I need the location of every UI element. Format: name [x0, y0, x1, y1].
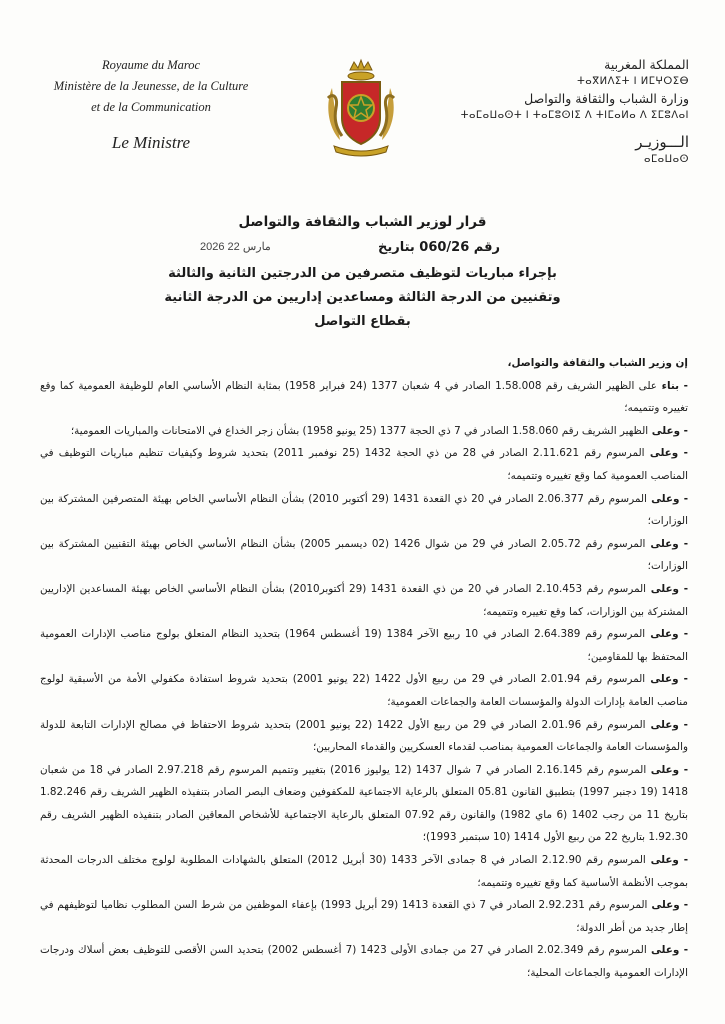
decision-body	[40, 352, 688, 985]
coat-of-arms-emblem	[320, 58, 402, 158]
paragraph-text: المرسوم رقم 2.10.453 الصادر في 20 من ذي القعدة 1431 (29 أكتوبر2010) بشأن النظام الأساسي الخاص بهيئة المساعدين الإداريين المشتركة بين الوزارات، كما وقع تغييره وتتميمه؛	[40, 582, 688, 618]
header-fr-kingdom: Royaume du Maroc	[101, 58, 201, 72]
paragraph-lead: - وعلى	[647, 899, 689, 912]
legal-reference-paragraph	[40, 894, 688, 939]
header-ar-ministry: وزارة الشباب والثقافة والتواصل	[524, 91, 689, 106]
decision-reference	[200, 234, 500, 262]
paragraph-text: على الظهير الشريف رقم 1.58.008 الصادر في 4 شعبان 1377 (24 فبراير 1958) بمثابة النظام الأساسي العام للوظيفة العمومية كما وقع تغييره وتتميمه؛	[40, 379, 688, 415]
header-fr-ministry-cont: et de la Communication	[91, 100, 211, 114]
legal-reference-paragraph	[40, 759, 688, 849]
header-tifinagh-ministry: ⵜⴰⵎⴰⵡⴰⵙⵜ ⵏ ⵜⴰⵎⵓⵙⵏⵉ ⴷ ⵜⵏⵎⴰⵍⴰ ⴷ ⵉⵎⵓⴷⴰⵏ	[460, 110, 689, 121]
legal-reference-paragraph	[40, 420, 688, 443]
paragraph-text: المرسوم رقم 2.16.145 الصادر في 7 شوال 1437 (12 يوليوز 2016) بتغيير وتتميم المرسوم رقم 2.97.218 الصادر في 18 من شعبان 1418 (19 دجنبر 1997) بتطبيق القانون 05.81 المتعلق بالرعاية الاجتماعية للمكفوفين وضعاف البصر الصادر بتنفيذه الظهير الشريف رقم 1.82.246 بتاريخ 11 من رجب 1402 (6 ماي 1982) والقانون رقم 07.92 المتعلق بالرعاية الاجتماعية للأشخاص المعاقين الصادر بتنفيذه الظهير الشريف رقم 1.92.30 بتاريخ 22 من ربيع الأول 1414 (10 سبتمبر 1993)؛	[40, 763, 688, 844]
header-fr-minister: Le Ministre	[111, 133, 191, 152]
legal-reference-paragraph	[40, 623, 688, 668]
paragraph-lead: - وعلى	[646, 763, 689, 776]
paragraph-lead: - وعلى	[645, 537, 689, 550]
paragraph-lead: - وعلى	[646, 582, 689, 595]
legal-reference-paragraph	[40, 849, 688, 894]
legal-references-list	[40, 375, 688, 985]
decision-title: قرار لوزير الشباب والثقافة والتواصل	[238, 214, 487, 230]
legal-reference-paragraph	[40, 488, 688, 533]
paragraph-text: المرسوم رقم 2.02.349 الصادر في 27 من جمادى الأولى 1423 (7 أغسطس 2002) بتحديد السن الأقصى للتوظيف بعض أسلاك ودرجات الإدارات العمومية والجماعات المحلية؛	[40, 944, 688, 980]
paragraph-text: المرسوم رقم 2.11.621 الصادر في 28 من ذي الحجة 1432 (25 نوفمبر 2011) بتحديد شروط وكيفيات تنظيم مباريات التوظيف في المناصب العمومية كما وقع تغييره وتتميمه؛	[40, 447, 688, 482]
legal-reference-paragraph	[40, 714, 688, 759]
paragraph-lead: - وعلى	[645, 718, 688, 731]
paragraph-text: المرسوم رقم 2.64.389 الصادر في 10 ربيع الآخر 1384 (19 أغسطس 1964) بتحديد النظام المتعلق بولوج مناصب الإدارات العمومية المحتفظ بها للمقاومين؛	[40, 628, 688, 663]
paragraph-text: المرسوم رقم 2.05.72 الصادر في 29 من شوال 1426 (02 ديسمبر 2005) بشأن النظام الأساسي الخاص بهيئة التقنيين المشتركة بين الوزارات؛	[40, 537, 688, 573]
paragraph-lead: - وعلى	[646, 944, 689, 957]
paragraph-text: الظهير الشريف رقم 1.58.060 الصادر في 7 ذي الحجة 1377 (25 يونيو 1958) بشأن زجر الخداع في الامتحانات والمباريات العمومية؛	[70, 424, 649, 437]
header-ar-minister: الـــوزيـر	[635, 133, 689, 151]
legal-reference-paragraph	[40, 939, 688, 984]
header-tifinagh-kingdom: ⵜⴰⴳⵍⴷⵉⵜ ⵏ ⵍⵎⵖⵔⵉⴱ	[577, 76, 689, 87]
paragraph-lead: - وعلى	[648, 424, 688, 437]
legal-reference-paragraph	[40, 578, 688, 623]
legal-reference-paragraph	[40, 668, 688, 713]
paragraph-text: المرسوم رقم 2.92.231 الصادر في 7 ذي القعدة 1413 (29 أبريل 1993) بإعفاء الموظفين من شرط السن المطلوب نظاميا لتوظيفهم في إطار جديد من أطر الدولة؛	[40, 899, 688, 934]
paragraph-lead: - وعلى	[645, 854, 689, 867]
legal-reference-paragraph	[40, 375, 688, 420]
legal-reference-paragraph	[40, 533, 688, 578]
header-ar-kingdom: المملكة المغربية	[604, 57, 689, 72]
paragraph-lead: - وعلى	[645, 673, 688, 686]
header-arabic	[439, 56, 689, 168]
subject-line: بقطاع التواصل	[314, 314, 411, 329]
decision-subject	[120, 262, 605, 334]
subject-line: بإجراء مباريات لتوظيف متصرفين من الدرجتين الثانية والثالثة	[168, 266, 557, 281]
paragraph-lead: - وعلى	[645, 628, 689, 641]
reference-label: رقم 060/26 بتاريخ	[377, 240, 500, 255]
paragraph-lead: - وعلى	[644, 447, 688, 460]
header-tifinagh-minister: ⴰⵎⴰⵡⴰⵙ	[644, 154, 689, 165]
paragraph-lead: - بناء	[656, 379, 688, 392]
body-intro: إن وزير الشباب والثقافة والتواصل،	[507, 357, 688, 369]
paragraph-lead: - وعلى	[646, 492, 689, 505]
paragraph-text: المرسوم رقم 2.01.96 الصادر في 29 من ربيع الأول 1422 (22 يونيو 2001) بتحديد شروط الاحتفاظ في مصالح الإدارات التابعة للدولة والمؤسسات العامة والجماعات العمومية بمناصب لقدماء العسكريين والقدماء المحاربين؛	[40, 718, 688, 754]
paragraph-text: المرسوم رقم 2.12.90 الصادر في 8 جمادى الآخر 1433 (30 أبريل 2012) المتعلق بالشهادات المطلوبة لولوج مختلف الدرجات المحدثة بموجب الأنظمة الأساسية كما وقع تغييره وتتميمه؛	[40, 854, 688, 889]
legal-reference-paragraph	[40, 442, 688, 487]
paragraph-text: المرسوم رقم 2.06.377 الصادر في 20 ذي القعدة 1431 (29 أكتوبر 2010) بشأن النظام الأساسي الخاص بهيئة المتصرفين المشتركة بين الوزارات؛	[40, 492, 688, 528]
handwritten-date: 2026 مارس 22	[200, 241, 271, 253]
header-french	[36, 55, 266, 153]
header-fr-ministry: Ministère de la Jeunesse, de la Culture	[53, 79, 249, 93]
subject-line: وتقنيين من الدرجة الثالثة ومساعدين إداريين من الدرجة الثانية	[164, 290, 561, 305]
paragraph-text: المرسوم رقم 2.01.94 الصادر في 29 من ربيع الأول 1422 (22 يونيو 2001) بتحديد شروط استفادة مكفولي الأمة من الأسبقية لولوج مناصب العامة بإدارات الدولة والمؤسسات العامة والجماعات العمومية؛	[40, 673, 688, 708]
